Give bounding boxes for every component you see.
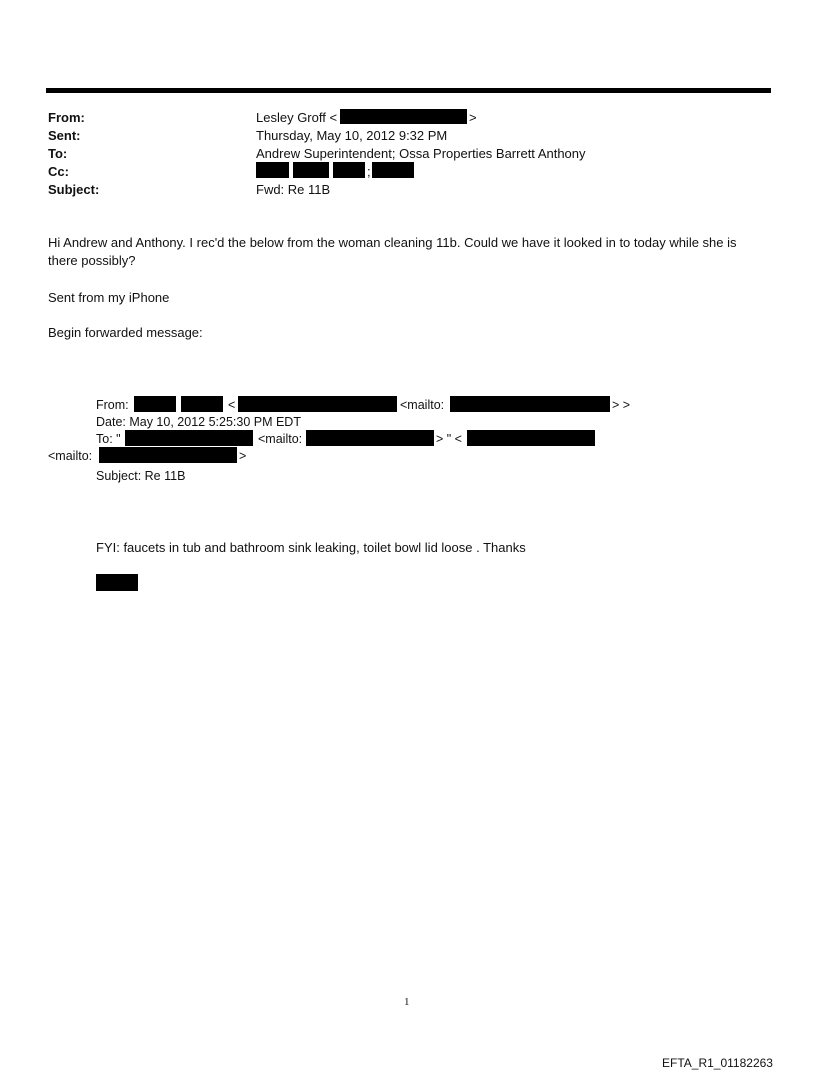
redaction-box [306,430,434,446]
redaction-box [134,396,176,412]
fwd-to-mailto: <mailto: [258,432,303,446]
redaction-box [450,396,610,412]
body-paragraph: Hi Andrew and Anthony. I rec'd the below from the woman cleaning 11b. Could we have it looked in to today while she is there possibly? [48,235,737,268]
fwd-from-lt: < [228,398,236,412]
to-value: Andrew Superintendent; Ossa Properties Barrett Anthony [256,146,586,161]
fwd-to-mid: > " < [436,432,462,446]
fwd-from-label: From: [96,398,129,412]
redaction-box [125,430,253,446]
sent-value: Thursday, May 10, 2012 9:32 PM [256,128,448,143]
to-label: To: [48,146,68,161]
fwd-date: Date: May 10, 2012 5:25:30 PM EDT [96,415,301,429]
fwd-to-line2-end: > [239,449,247,463]
fwd-to-label: To: " [96,432,121,446]
redaction-box [99,447,237,463]
bates-number: EFTA_R1_01182263 [662,1056,773,1070]
redaction-box [333,162,365,178]
forward-intro: Begin forwarded message: [48,325,203,340]
from-value: Lesley Groff < [256,110,338,125]
redaction-box [372,162,414,178]
fwd-message: FYI: faucets in tub and bathroom sink leaking, toilet bowl lid loose . Thanks [96,540,526,555]
redaction-box [181,396,223,412]
header-divider [46,88,771,93]
redaction-box [467,430,595,446]
from-label: From: [48,110,85,125]
page-number: 1 [404,996,410,1008]
redaction-box [96,574,138,591]
fwd-to-line2-mailto: <mailto: [48,449,93,463]
redaction-box [340,109,467,124]
subject-value: Fwd: Re 11B [256,182,331,197]
subject-label: Subject: [48,182,100,197]
fwd-subject: Subject: Re 11B [96,469,186,483]
cc-label: Cc: [48,164,69,179]
redaction-box [293,162,329,178]
redaction-box [238,396,397,412]
body-signature: Sent from my iPhone [48,290,170,305]
redaction-box [256,162,289,178]
fwd-from-mailto: <mailto: [400,398,445,412]
cc-separator: ; [367,164,371,179]
from-close: > [469,110,477,125]
sent-label: Sent: [48,128,81,143]
fwd-from-end: > > [612,398,631,412]
